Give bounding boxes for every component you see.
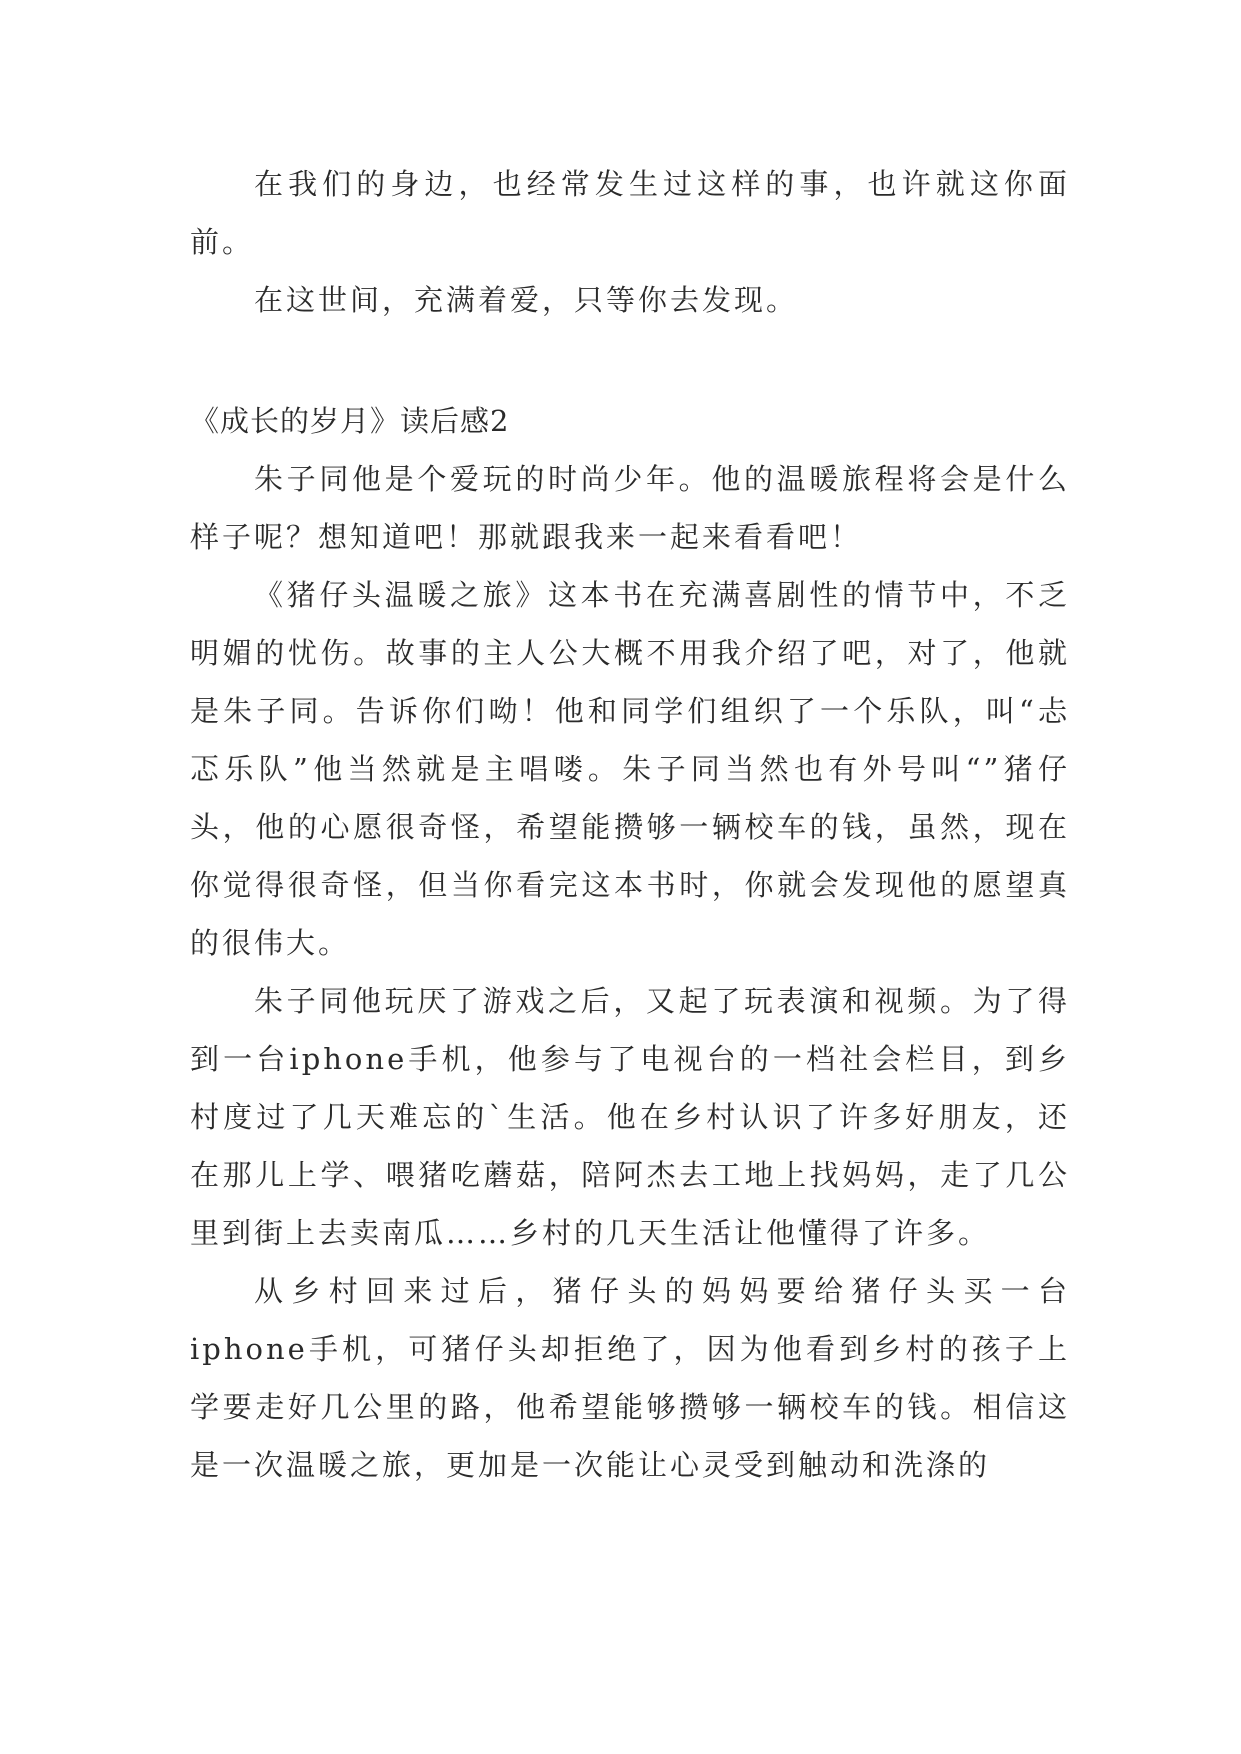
- paragraph: 在我们的身边，也经常发生过这样的事，也许就这你面前。: [190, 167, 1070, 259]
- paragraph: 《猪仔头温暖之旅》这本书在充满喜剧性的情节中，不乏明媚的忧伤。故事的主人公大概不用我介绍了吧，对了，他就是朱子同。告诉你们呦！他和同学们组织了一个乐队，叫“忐忑乐队”他当然就是主唱喽。朱子同当然也有外号叫“”猪仔头，他的心愿很奇怪，希望能攒够一辆校车的钱，虽然，现在你觉得很奇怪，但当你看完这本书时，你就会发现他的愿望真的很伟大。: [190, 578, 1070, 960]
- essay-text-block: [190, 392, 1070, 1494]
- paragraph: 朱子同他是个爱玩的时尚少年。他的温暖旅程将会是什么样子呢？想知道吧！那就跟我来一起来看看吧！: [190, 462, 1070, 554]
- paragraph: 朱子同他玩厌了游戏之后，又起了玩表演和视频。为了得到一台iphone手机，他参与了电视台的一档社会栏目，到乡村度过了几天难忘的`生活。他在乡村认识了许多好朋友，还在那儿上学、喂猪吃蘑菇，陪阿杰去工地上找妈妈，走了几公里到街上去卖南瓜……乡村的几天生活让他懂得了许多。: [190, 984, 1070, 1250]
- paragraph: 在这世间，充满着爱，只等你去发现。: [254, 283, 799, 317]
- essay-title: 《成长的岁月》读后感2: [190, 404, 510, 438]
- paragraph: 从乡村回来过后，猪仔头的妈妈要给猪仔头买一台iphone手机，可猪仔头却拒绝了，因为他看到乡村的孩子上学要走好几公里的路，他希望能够攒够一辆校车的钱。相信这是一次温暖之旅，更加是一次能让心灵受到触动和洗涤的: [190, 1274, 1070, 1482]
- intro-text-block: [190, 155, 1070, 329]
